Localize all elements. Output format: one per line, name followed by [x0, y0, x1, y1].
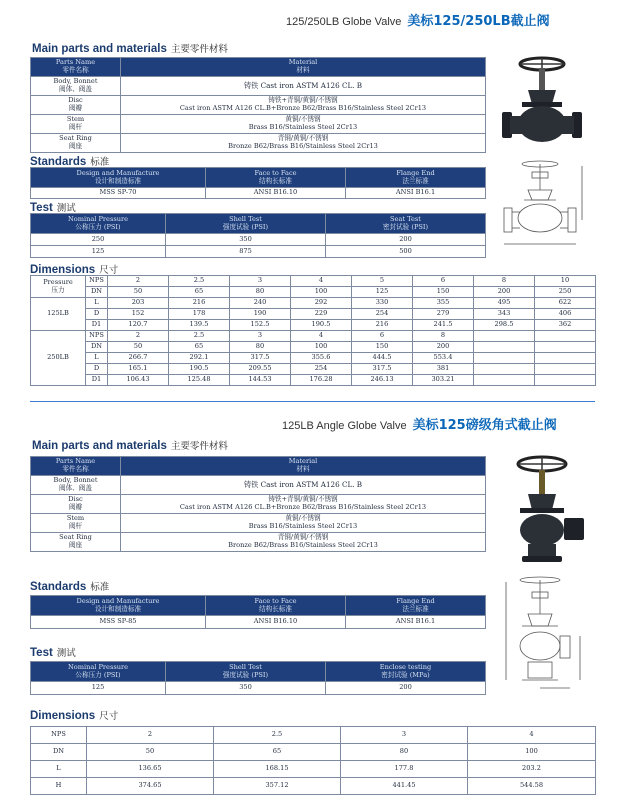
test-header-en: Enclose testing — [379, 662, 432, 671]
dim-value: 139.5 — [169, 320, 230, 331]
table-row — [31, 616, 486, 629]
std-header-en: Face to Face — [254, 168, 297, 177]
section1-title-en: 125/250LB Globe Valve — [286, 16, 402, 28]
dim-value: 80 — [230, 342, 291, 353]
dim-value: 266.7 — [108, 353, 169, 364]
section2-title-cn: 美标125磅级角式截止阀 — [412, 418, 557, 433]
part-name-cn: 阀体、阀盖 — [59, 484, 92, 492]
part-name-cn: 阀瓣 — [68, 503, 83, 511]
dim-value: 200 — [413, 342, 474, 353]
s2-dimensions-heading-cn: 尺寸 — [99, 711, 119, 722]
dim-value: 100 — [291, 342, 352, 353]
s2-test-heading-en: Test — [30, 647, 53, 659]
std-header-en: Flange End — [396, 596, 435, 605]
table-row — [31, 96, 486, 115]
table-row — [31, 134, 486, 153]
test-header-cn: 公称压力 (PSI) — [75, 670, 121, 679]
dim-value: 150 — [413, 287, 474, 298]
s2-test-heading — [30, 645, 76, 659]
test-value: 350 — [166, 234, 326, 246]
dim-key: NPS — [31, 727, 87, 744]
std-value: MSS SP-70 — [31, 188, 206, 199]
s2-standards-heading-cn: 标准 — [90, 582, 110, 593]
empty-cell — [535, 364, 596, 375]
nps-value: 2 — [108, 331, 169, 342]
dim-value: 150 — [352, 342, 413, 353]
table-row — [31, 364, 596, 375]
dim-value: 125.48 — [169, 375, 230, 386]
dim-value: 544.58 — [468, 778, 596, 795]
empty-cell — [535, 353, 596, 364]
std-header-cn: 结构长标准 — [259, 604, 292, 613]
dim-key: DN — [86, 287, 108, 298]
dim-value: 254 — [291, 364, 352, 375]
dim-value: 343 — [474, 309, 535, 320]
test-header-en: Nominal Pressure — [67, 662, 129, 671]
nps-value: 3 — [230, 276, 291, 287]
dim-value: 125 — [352, 287, 413, 298]
s2-standards-heading — [30, 579, 109, 593]
dim-key: D1 — [86, 375, 108, 386]
test-value: 200 — [326, 234, 486, 246]
dim-value: 292 — [291, 298, 352, 309]
dim-value: 240 — [230, 298, 291, 309]
table-row — [31, 276, 596, 287]
test-value: 500 — [326, 246, 486, 258]
dim-value: 50 — [108, 342, 169, 353]
dim-value: 152 — [108, 309, 169, 320]
table-row — [31, 115, 486, 134]
table-row — [31, 727, 596, 744]
nps-value: 4 — [291, 276, 352, 287]
s1-test-table — [30, 213, 486, 258]
dim-value: 4 — [468, 727, 596, 744]
s2-parts-heading — [32, 438, 228, 452]
dim-value: 241.5 — [413, 320, 474, 331]
dim-value: 362 — [535, 320, 596, 331]
part-name-en: Body, Bonnet — [53, 77, 98, 86]
s2-standards-table — [30, 595, 486, 629]
s2-parts-col1-en: Parts Name — [55, 457, 96, 466]
s2-parts-col2-en: Material — [288, 457, 318, 466]
dim-value: 357.12 — [214, 778, 341, 795]
dim-value: 65 — [169, 342, 230, 353]
table-row — [31, 744, 596, 761]
dim-value: 100 — [468, 744, 596, 761]
part-material: Cast iron ASTM A126 CL.B+Bronze B62/Brass B16/Stainless Steel 2Cr13 — [179, 503, 427, 511]
table-row — [31, 287, 596, 298]
dim-value: 317.5 — [352, 364, 413, 375]
part-material: Brass B16/Stainless Steel 2Cr13 — [248, 522, 358, 530]
table-row — [31, 533, 486, 552]
s2-dimensions-table — [30, 726, 596, 795]
dim-value: 246.13 — [352, 375, 413, 386]
dim-value: 152.5 — [230, 320, 291, 331]
s2-parts-table — [30, 456, 486, 552]
dim-value: 80 — [341, 744, 468, 761]
dim-value: 3 — [341, 727, 468, 744]
dim-value: 203.2 — [468, 761, 596, 778]
dim-value: 553.4 — [413, 353, 474, 364]
s1-standards-heading-cn: 标准 — [90, 157, 110, 168]
part-name-en: Stem — [66, 514, 85, 523]
s1-parts-col2-cn: 材料 — [296, 66, 310, 74]
part-name-en: Disc — [68, 96, 83, 105]
part-name-cn: 阀杆 — [68, 123, 83, 131]
s1-parts-heading-en: Main parts and materials — [32, 43, 167, 55]
test-value: 250 — [31, 234, 166, 246]
pressure-label-en: Pressure — [43, 277, 73, 286]
dim-value: 381 — [413, 364, 474, 375]
std-header-cn: 法兰标准 — [402, 176, 429, 185]
test-header-cn: 强度试验 (PSI) — [222, 222, 269, 231]
nps-value: 8 — [413, 331, 474, 342]
dim-value: 203 — [108, 298, 169, 309]
test-header-en: Seat Test — [390, 214, 421, 223]
part-name-cn: 阀瓣 — [68, 104, 83, 112]
empty-cell — [474, 331, 535, 342]
nps-value: 4 — [291, 331, 352, 342]
test-header-cn: 密封试验 (MPa) — [381, 670, 430, 679]
part-name-en: Stem — [66, 115, 85, 124]
pressure-label-cn: 压力 — [51, 285, 65, 294]
s1-parts-col1-en: Parts Name — [55, 58, 96, 67]
s2-dimensions-heading — [30, 708, 118, 722]
part-material-cn: 铸铁+青铜/黄铜/不锈钢 — [268, 96, 338, 105]
table-row — [31, 331, 596, 342]
dim-key: H — [31, 778, 87, 795]
table-row — [31, 77, 486, 96]
s1-parts-col1-cn: 零件名称 — [62, 66, 89, 74]
part-material: Bronze B62/Brass B16/Stainless Steel 2Cr13 — [228, 142, 378, 150]
std-header-cn: 结构长标准 — [259, 176, 292, 185]
nps-value: 2.5 — [169, 276, 230, 287]
std-header-cn: 设计和制造标准 — [94, 176, 142, 185]
dim-value: 165.1 — [108, 364, 169, 375]
s1-test-heading-en: Test — [30, 202, 53, 214]
std-header-en: Design and Manufacture — [76, 168, 160, 177]
test-header-cn: 公称压力 (PSI) — [75, 222, 121, 231]
dim-key: D — [86, 364, 108, 375]
section2-title-en: 125LB Angle Globe Valve — [282, 420, 407, 432]
nps-value: 8 — [474, 276, 535, 287]
part-material-cn: 青铜/黄铜/不锈钢 — [277, 533, 329, 542]
table-row — [31, 353, 596, 364]
std-value: MSS SP-85 — [31, 616, 206, 629]
dim-value: 355.6 — [291, 353, 352, 364]
dim-value: 190 — [230, 309, 291, 320]
s2-parts-heading-cn: 主要零件材料 — [170, 441, 228, 452]
s1-standards-heading-en: Standards — [30, 156, 87, 168]
part-name-en: Seat Ring — [59, 533, 92, 542]
dim-value: 144.53 — [230, 375, 291, 386]
dim-key: L — [86, 353, 108, 364]
empty-cell — [474, 353, 535, 364]
part-name-cn: 阀座 — [68, 541, 83, 549]
dim-value: 622 — [535, 298, 596, 309]
test-value: 200 — [326, 682, 486, 695]
nps-label: NPS — [86, 331, 108, 342]
test-header-cn: 密封试验 (PSI) — [382, 222, 429, 231]
nps-value: 6 — [352, 331, 413, 342]
s1-dimensions-heading-en: Dimensions — [30, 264, 96, 276]
nps-value: 2.5 — [169, 331, 230, 342]
s1-parts-heading — [32, 41, 228, 55]
s1-standards-heading — [30, 154, 109, 168]
dim-key: L — [86, 298, 108, 309]
empty-cell — [474, 342, 535, 353]
dim-value: 292.1 — [169, 353, 230, 364]
angle-valve-photo — [498, 452, 588, 564]
table-row — [31, 320, 596, 331]
std-value: ANSI B16.10 — [206, 616, 346, 629]
s2-standards-heading-en: Standards — [30, 581, 87, 593]
test-value: 125 — [31, 246, 166, 258]
nps-value: 5 — [352, 276, 413, 287]
test-header-en: Shell Test — [229, 214, 262, 223]
table-row — [31, 246, 486, 258]
dim-value: 441.45 — [341, 778, 468, 795]
table-row — [31, 298, 596, 309]
part-material: 铸铁 Cast iron ASTM A126 CL. B — [243, 80, 363, 90]
dim-value: 229 — [291, 309, 352, 320]
dim-value: 209.55 — [230, 364, 291, 375]
section2-title — [282, 414, 557, 433]
s1-parts-col2-en: Material — [288, 58, 318, 67]
dim-value: 177.8 — [341, 761, 468, 778]
table-row — [31, 761, 596, 778]
test-value: 875 — [166, 246, 326, 258]
empty-cell — [474, 364, 535, 375]
dim-value: 2 — [87, 727, 214, 744]
group-label: 125LB — [31, 298, 86, 331]
dim-value: 298.5 — [474, 320, 535, 331]
part-material: Brass B16/Stainless Steel 2Cr13 — [248, 123, 358, 131]
dim-value: 2.5 — [214, 727, 341, 744]
table-row — [31, 682, 486, 695]
test-value: 125 — [31, 682, 166, 695]
globe-valve-drawing — [498, 156, 590, 254]
std-value: ANSI B16.1 — [346, 188, 486, 199]
dim-value: 200 — [474, 287, 535, 298]
part-name-en: Body, Bonnet — [53, 476, 98, 485]
table-row — [31, 342, 596, 353]
dim-value: 444.5 — [352, 353, 413, 364]
part-name-en: Disc — [68, 495, 83, 504]
s1-dimensions-table — [30, 275, 596, 386]
part-name-cn: 阀座 — [68, 142, 83, 150]
part-material: Bronze B62/Brass B16/Stainless Steel 2Cr13 — [228, 541, 378, 549]
nps-value: 3 — [230, 331, 291, 342]
part-material: 铸铁 Cast iron ASTM A126 CL. B — [243, 479, 363, 489]
table-row — [31, 778, 596, 795]
dim-value: 216 — [169, 298, 230, 309]
s1-parts-col1-header — [31, 58, 121, 77]
test-header-cn: 强度试验 (PSI) — [222, 670, 269, 679]
dim-value: 406 — [535, 309, 596, 320]
empty-cell — [535, 342, 596, 353]
s1-parts-heading-cn: 主要零件材料 — [170, 44, 228, 55]
part-material-cn: 青铜/黄铜/不锈钢 — [277, 134, 329, 143]
dim-value: 100 — [291, 287, 352, 298]
table-row — [31, 375, 596, 386]
std-header-en: Design and Manufacture — [76, 596, 160, 605]
s2-test-heading-cn: 测试 — [56, 648, 76, 659]
table-row — [31, 476, 486, 495]
s1-test-heading — [30, 200, 76, 214]
dim-value: 355 — [413, 298, 474, 309]
s2-parts-col1-cn: 零件名称 — [62, 465, 89, 473]
angle-valve-drawing — [502, 572, 590, 696]
std-value: ANSI B16.1 — [346, 616, 486, 629]
empty-cell — [535, 375, 596, 386]
std-header-cn: 设计和制造标准 — [94, 604, 142, 613]
s2-parts-heading-en: Main parts and materials — [32, 440, 167, 452]
dim-value: 190.5 — [169, 364, 230, 375]
dim-value: 250 — [535, 287, 596, 298]
part-material: Cast iron ASTM A126 CL.B+Bronze B62/Brass B16/Stainless Steel 2Cr13 — [179, 104, 427, 112]
s2-test-table — [30, 661, 486, 695]
nps-value: 2 — [108, 276, 169, 287]
dim-value: 168.15 — [214, 761, 341, 778]
test-header-en: Nominal Pressure — [67, 214, 129, 223]
s1-parts-col2-header — [121, 58, 486, 77]
dim-value: 495 — [474, 298, 535, 309]
std-header-en: Flange End — [396, 168, 435, 177]
table-row — [31, 188, 486, 199]
nps-label: NPS — [86, 276, 108, 287]
s1-standards-table — [30, 167, 486, 199]
dim-value: 303.21 — [413, 375, 474, 386]
dim-key: D1 — [86, 320, 108, 331]
part-name-en: Seat Ring — [59, 134, 92, 143]
dim-value: 330 — [352, 298, 413, 309]
dim-value: 50 — [87, 744, 214, 761]
table-row — [31, 514, 486, 533]
dim-value: 136.65 — [87, 761, 214, 778]
test-value: 350 — [166, 682, 326, 695]
dim-value: 279 — [413, 309, 474, 320]
part-material-cn: 黄铜/不锈钢 — [285, 115, 321, 124]
table-row — [31, 234, 486, 246]
s1-dimensions-heading — [30, 262, 118, 276]
nps-value: 10 — [535, 276, 596, 287]
dim-key: DN — [86, 342, 108, 353]
dim-value: 176.28 — [291, 375, 352, 386]
dim-value: 216 — [352, 320, 413, 331]
dim-key: D — [86, 309, 108, 320]
dim-key: DN — [31, 744, 87, 761]
dim-value: 65 — [214, 744, 341, 761]
dim-value: 120.7 — [108, 320, 169, 331]
s1-test-heading-cn: 测试 — [56, 203, 76, 214]
empty-cell — [474, 375, 535, 386]
part-name-cn: 阀杆 — [68, 522, 83, 530]
dim-value: 106.43 — [108, 375, 169, 386]
s1-parts-table — [30, 57, 486, 153]
test-header-en: Shell Test — [229, 662, 262, 671]
s1-dimensions-heading-cn: 尺寸 — [99, 265, 119, 276]
s2-parts-col2-cn: 材料 — [296, 465, 310, 473]
section1-title — [286, 10, 550, 29]
dim-value: 178 — [169, 309, 230, 320]
globe-valve-photo — [498, 52, 586, 152]
std-header-cn: 法兰标准 — [402, 604, 429, 613]
table-row — [31, 309, 596, 320]
section-divider — [30, 401, 595, 402]
part-material-cn: 铸铁+青铜/黄铜/不锈钢 — [268, 495, 338, 504]
std-header-en: Face to Face — [254, 596, 297, 605]
dim-value: 65 — [169, 287, 230, 298]
pressure-label — [31, 276, 86, 298]
s2-dimensions-heading-en: Dimensions — [30, 710, 96, 722]
dim-value: 80 — [230, 287, 291, 298]
dim-value: 374.65 — [87, 778, 214, 795]
table-row — [31, 495, 486, 514]
group-label: 250LB — [31, 331, 86, 386]
dim-key: L — [31, 761, 87, 778]
part-material-cn: 黄铜/不锈钢 — [285, 514, 321, 523]
std-value: ANSI B16.10 — [206, 188, 346, 199]
section1-title-cn: 美标125/250LB截止阀 — [407, 14, 550, 29]
dim-value: 50 — [108, 287, 169, 298]
nps-value: 6 — [413, 276, 474, 287]
empty-cell — [535, 331, 596, 342]
dim-value: 254 — [352, 309, 413, 320]
dim-value: 317.5 — [230, 353, 291, 364]
part-name-cn: 阀体、阀盖 — [59, 85, 92, 93]
dim-value: 190.5 — [291, 320, 352, 331]
